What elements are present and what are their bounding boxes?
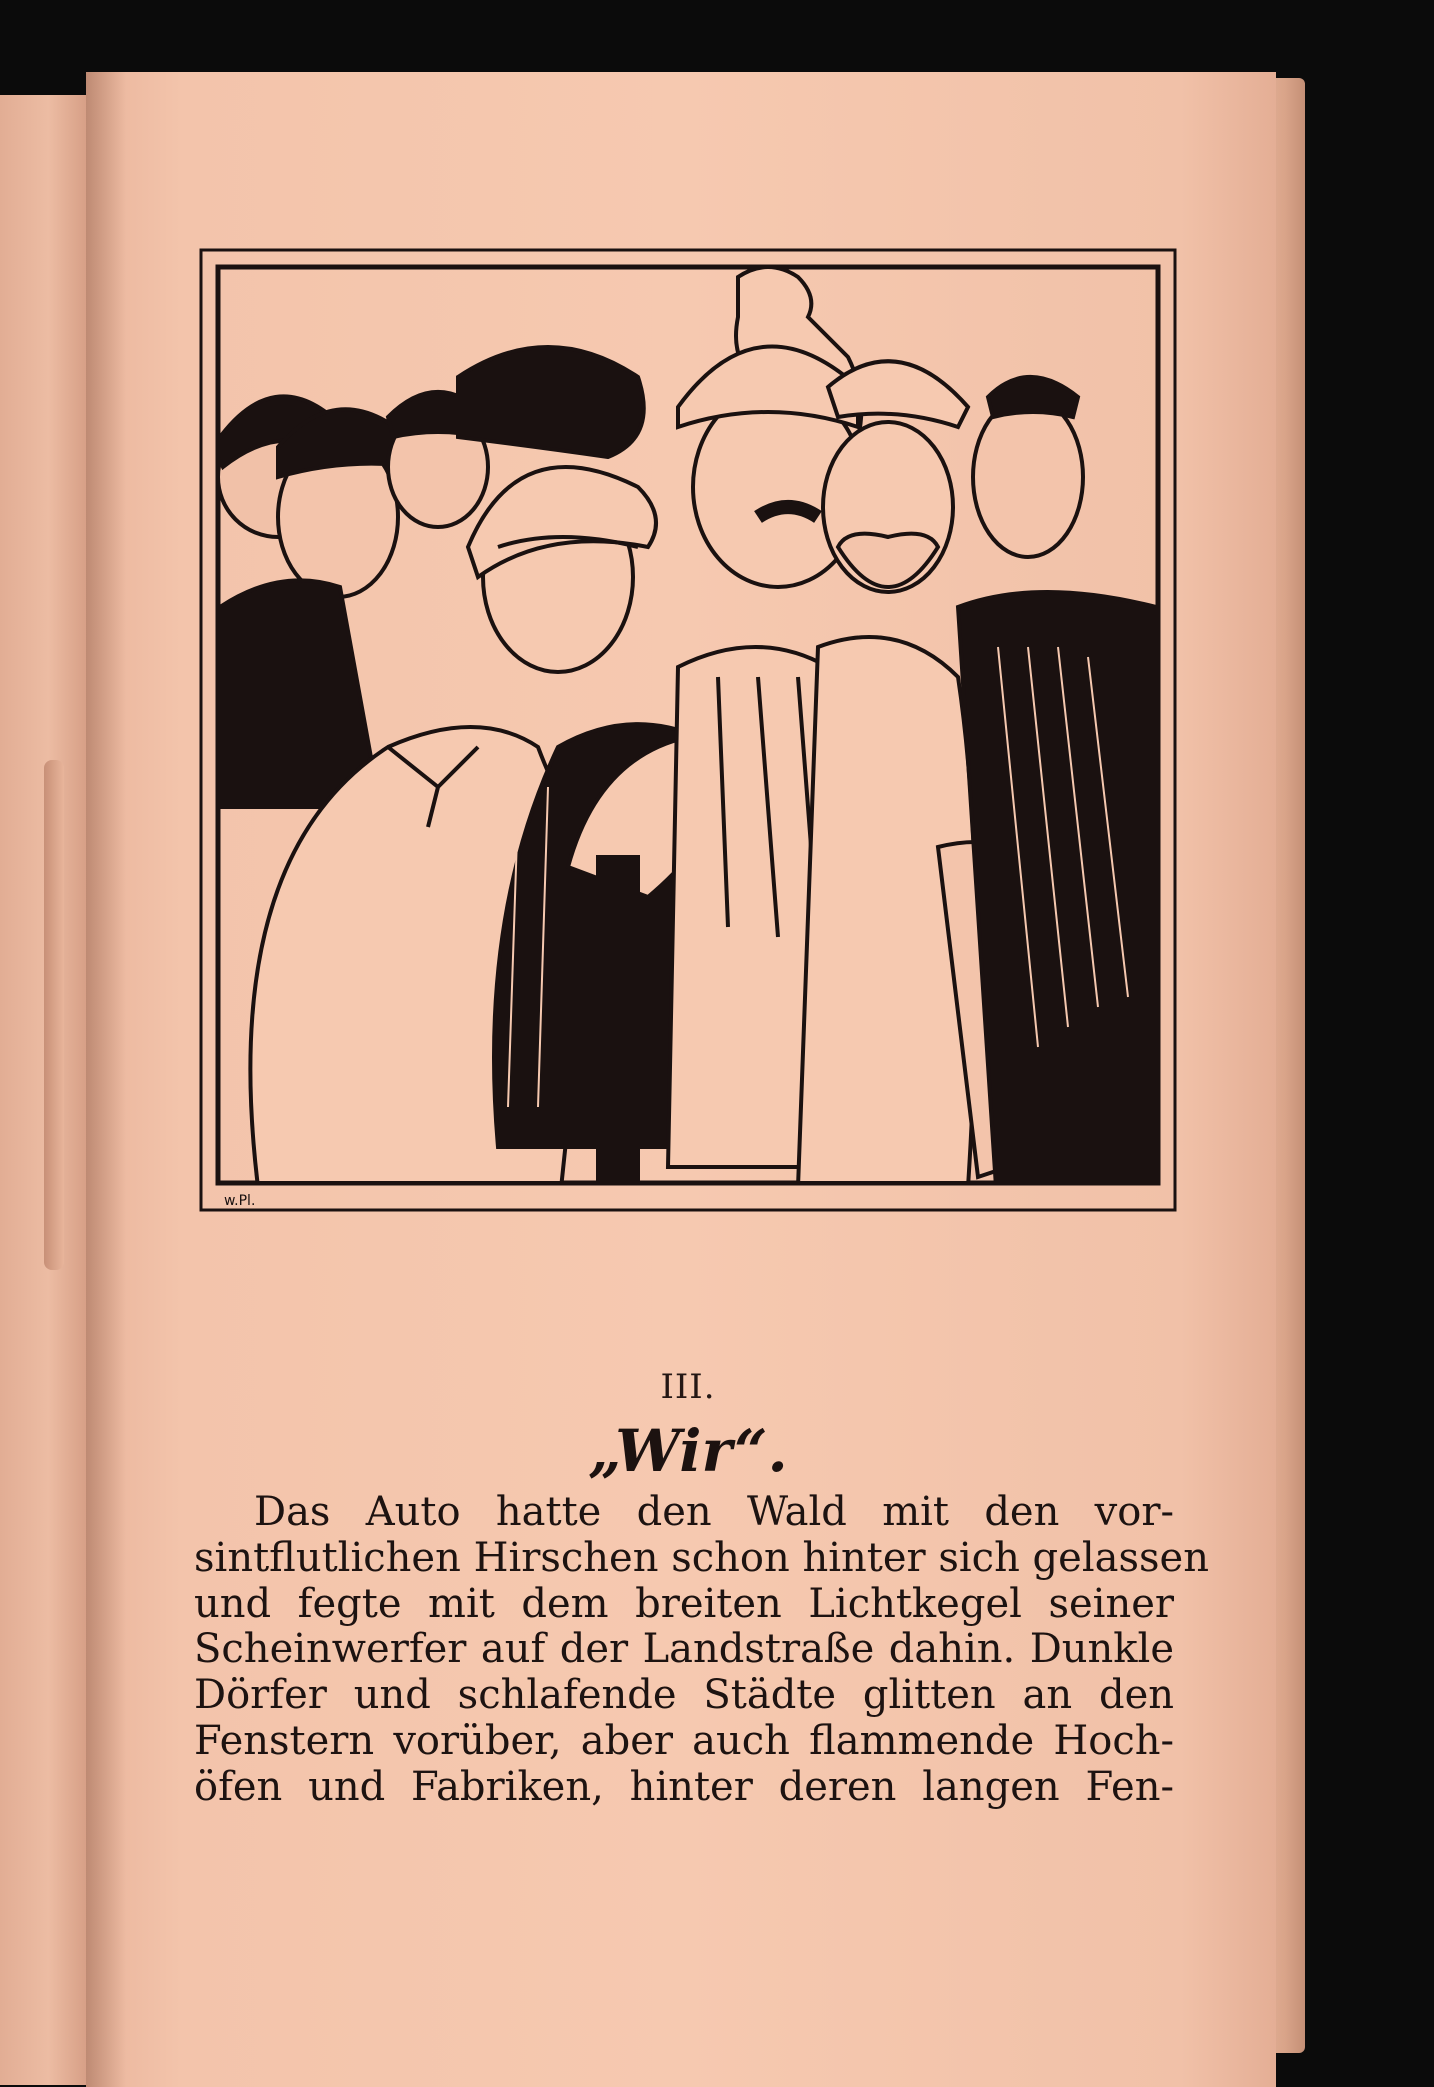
body-line: und fegte mit dem breiten Lichtkegel seiner (194, 1580, 1174, 1627)
gutter-shadow (86, 72, 126, 2087)
body-line: Dörfer und schlafende Städte glitten an den (194, 1672, 1174, 1719)
left-page-edge (0, 95, 88, 2085)
chapter-title: „Wir“. (588, 1417, 788, 1485)
body-line: Das Auto hatte den Wald mit den vor- (254, 1489, 1174, 1535)
body-line: öfen und Fabriken, hinter deren langen Fen- (194, 1763, 1174, 1810)
body-line: Fenstern vorüber, aber auch flammende Hoch- (194, 1717, 1174, 1764)
book-page (86, 72, 1276, 2087)
body-line: Scheinwerfer auf der Landstraße dahin. Dunkle (194, 1626, 1174, 1673)
illustration-signature: w.Pl. (224, 1193, 256, 1209)
body-text (194, 1489, 1209, 1811)
body-line: sintflutlichen Hirschen schon hinter sich gelassen (194, 1534, 1209, 1581)
chapter-number: III. (660, 1367, 716, 1407)
crowd-illustration (198, 247, 1178, 1232)
